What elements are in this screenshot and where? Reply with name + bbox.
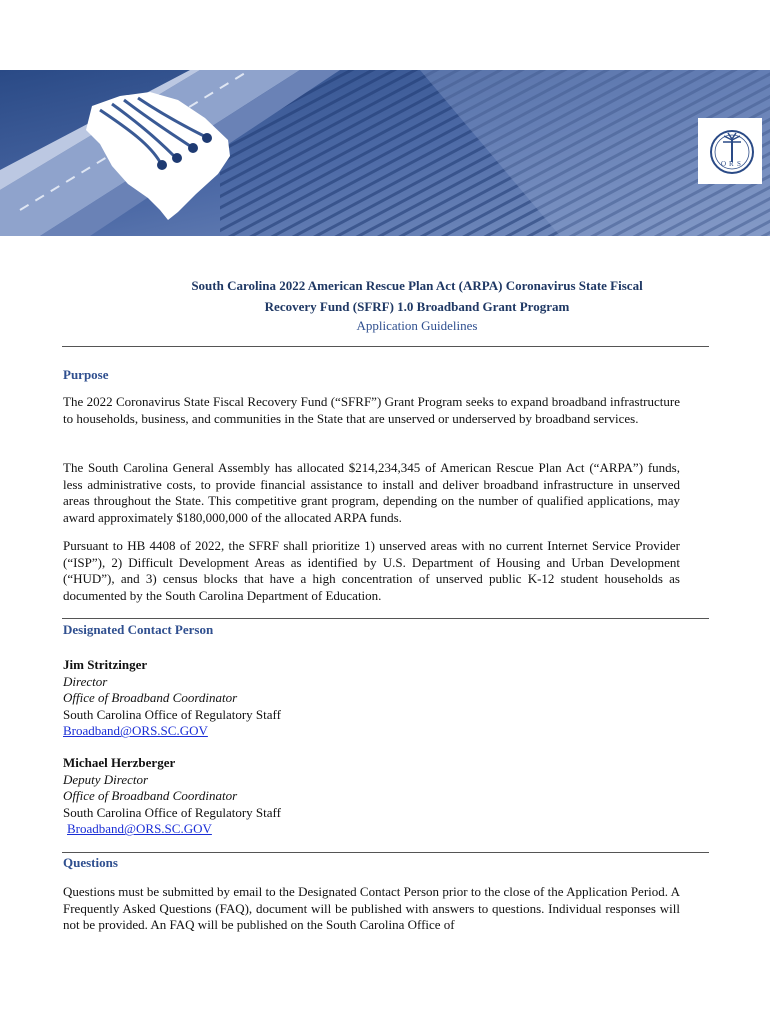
title-line-2: Recovery Fund (SFRF) 1.0 Broadband Grant Program <box>264 299 570 314</box>
contact-office: Office of Broadband Coordinator <box>63 788 238 804</box>
svg-text:O: O <box>721 160 727 168</box>
contact-heading: Designated Contact Person <box>63 622 214 637</box>
questions-paragraph: Questions must be submitted by email to the Designated Contact Person prior to the close of the Application Period. A Frequently Asked Questions (FAQ), document will be published with answers to questions. Individual responses will not be provided. An FAQ will be published on the South Carolina Office of <box>63 884 680 933</box>
divider <box>62 852 709 853</box>
document-title <box>80 275 754 334</box>
title-line-1: South Carolina 2022 American Rescue Plan Act (ARPA) Coronavirus State Fiscal <box>191 278 643 293</box>
purpose-heading: Purpose <box>63 367 109 382</box>
purpose-paragraph-3: Pursuant to HB 4408 of 2022, the SFRF shall prioritize 1) unserved areas with no current Internet Service Provider (“ISP”), 2) Difficult Development Areas as identified by U.S. Department of Housing and Urban Development (“HUD”), and 3) census blocks that have a high concentration of unserved public K-12 student households as documented by the South Carolina Department of Education. <box>63 538 680 603</box>
contact-email-link[interactable]: Broadband@ORS.SC.GOV <box>67 821 212 837</box>
svg-text:S: S <box>737 160 741 168</box>
contact-title: Deputy Director <box>63 771 149 787</box>
contact-org: South Carolina Office of Regulatory Staff <box>63 706 281 722</box>
contact-name: Michael Herzberger <box>63 755 176 770</box>
contact-org: South Carolina Office of Regulatory Staff <box>63 804 281 820</box>
svg-text:R: R <box>729 160 734 168</box>
purpose-paragraph-1: The 2022 Coronavirus State Fiscal Recovery Fund (“SFRF”) Grant Program seeks to expand broadband infrastructure to households, business, and communities in the State that are unserved or underserved by broadband services. <box>63 394 680 426</box>
palmetto-seal-icon <box>698 118 762 184</box>
contact-card-director <box>63 657 281 740</box>
contact-email-link[interactable]: Broadband@ORS.SC.GOV <box>63 723 208 739</box>
divider <box>62 346 709 347</box>
contact-office: Office of Broadband Coordinator <box>63 690 238 706</box>
farm-field-banner-image <box>0 70 770 236</box>
purpose-paragraph-2: The South Carolina General Assembly has allocated $214,234,345 of American Rescue Plan Act (“ARPA”) funds, less administrative costs, to provide financial assistance to install and deliver broadband infrastructure in unserved areas throughout the State. This competitive grant program, depending on the number of qualified applications, may award approximately $180,000,000 of the allocated ARPA funds. <box>63 460 680 525</box>
questions-heading: Questions <box>63 855 118 870</box>
contact-title: Director <box>63 673 108 689</box>
contact-card-deputy-director <box>63 755 281 838</box>
header-banner <box>0 70 770 236</box>
document-subtitle: Application Guidelines <box>356 318 478 333</box>
divider <box>62 618 709 619</box>
contact-name: Jim Stritzinger <box>63 657 148 672</box>
ors-logo <box>698 118 762 184</box>
